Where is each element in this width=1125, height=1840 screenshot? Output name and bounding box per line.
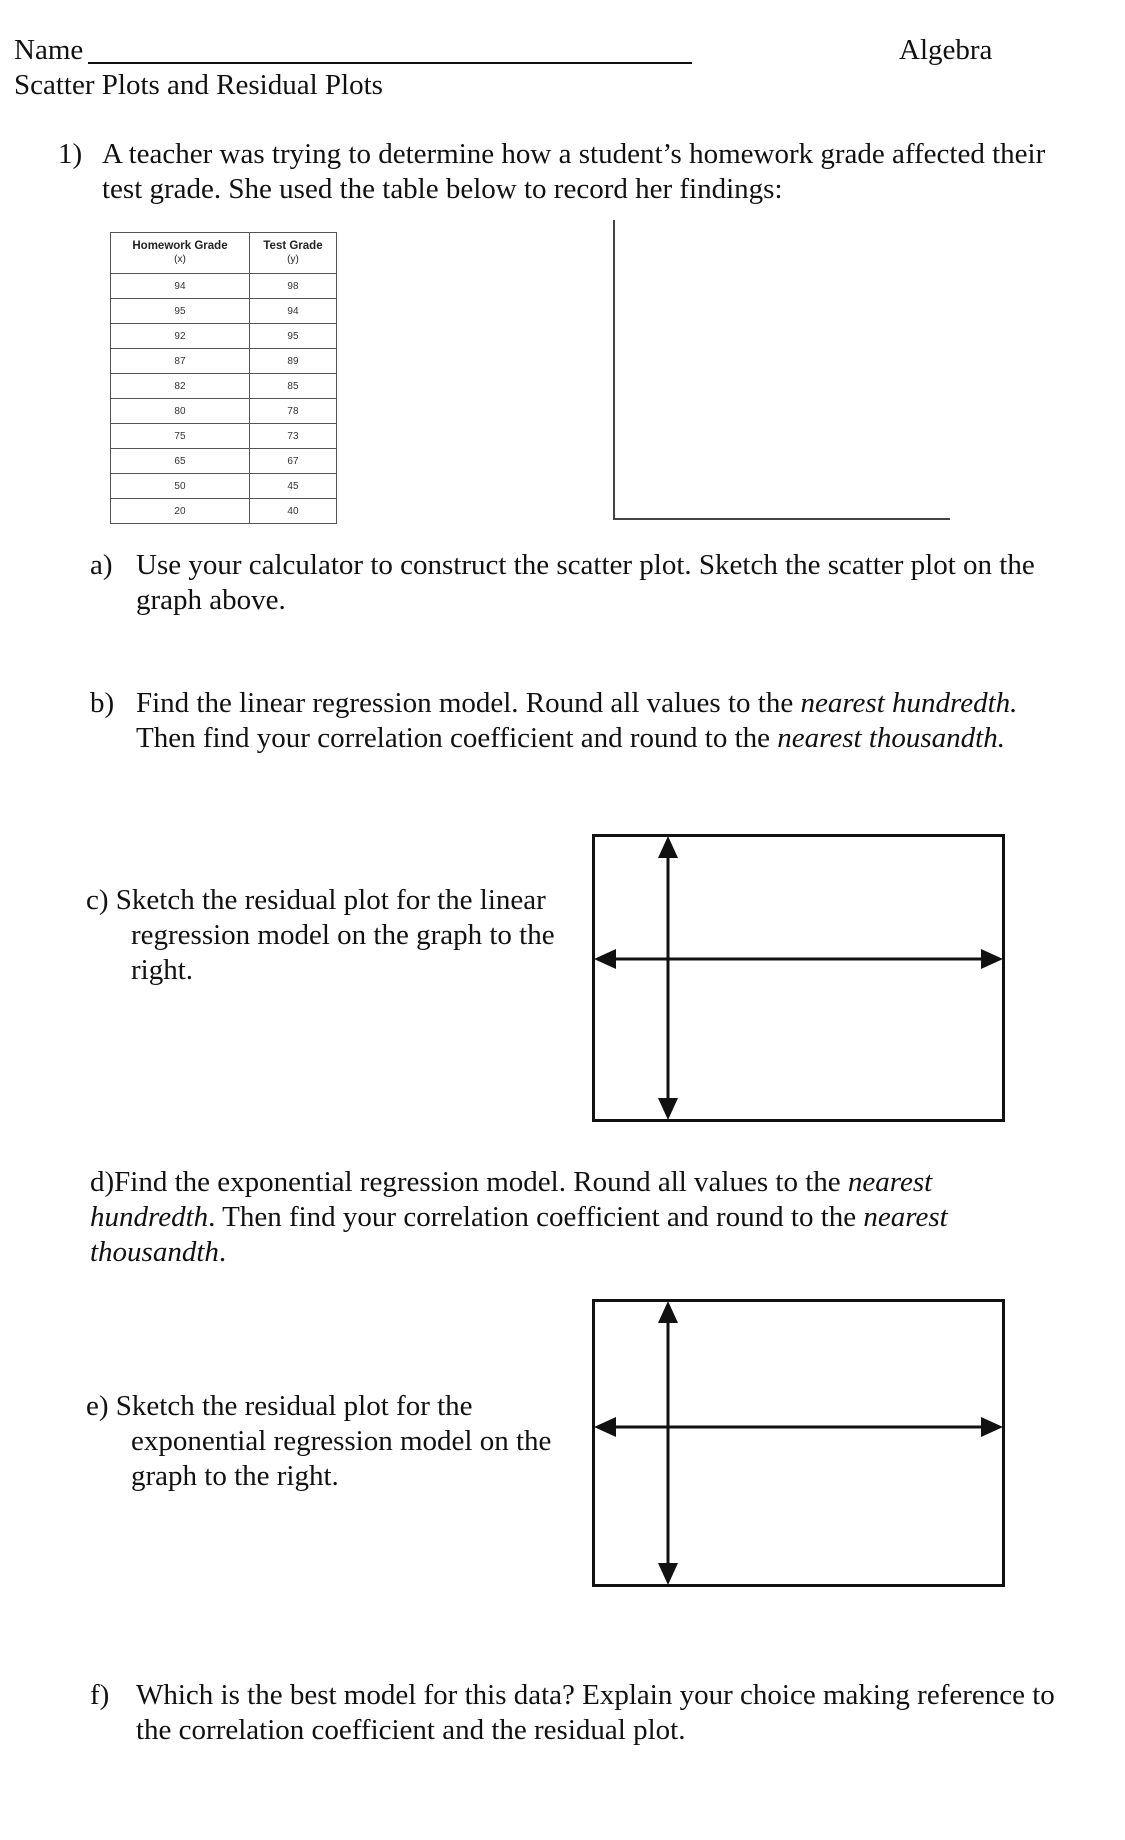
arrow-right-icon bbox=[981, 1417, 1003, 1437]
scatter-plot-axes[interactable] bbox=[600, 220, 960, 530]
table-row bbox=[111, 424, 337, 449]
part-c-line-2: regression model on the graph to the bbox=[131, 919, 555, 951]
part-d-line-3: thousandth. bbox=[90, 1236, 227, 1268]
table-cell: 80 bbox=[111, 399, 250, 424]
table-cell: 85 bbox=[249, 374, 336, 399]
table-cell: 95 bbox=[249, 324, 336, 349]
part-a-line-1: Use your calculator to construct the scatter plot. Sketch the scatter plot on the bbox=[136, 549, 1035, 581]
part-a-letter: a) bbox=[90, 549, 113, 581]
part-e-line-3: graph to the right. bbox=[131, 1460, 339, 1492]
part-f-line-2: the correlation coefficient and the residual plot. bbox=[136, 1714, 686, 1746]
table-cell: 98 bbox=[249, 274, 336, 299]
part-e-line-1: e) Sketch the residual plot for the bbox=[86, 1390, 473, 1422]
part-d-line-1: d)Find the exponential regression model. Round all values to the nearest bbox=[90, 1166, 933, 1198]
table-row bbox=[111, 349, 337, 374]
part-c-line-1: c) Sketch the residual plot for the linear bbox=[86, 884, 546, 916]
question-1-number: 1) bbox=[58, 138, 83, 170]
table-row bbox=[111, 399, 337, 424]
arrow-up-icon bbox=[658, 1301, 678, 1323]
part-e-line-2: exponential regression model on the bbox=[131, 1425, 552, 1457]
table-cell: 87 bbox=[111, 349, 250, 374]
table-cell: 95 bbox=[111, 299, 250, 324]
table-row bbox=[111, 449, 337, 474]
table-cell: 94 bbox=[249, 299, 336, 324]
table-cell: 45 bbox=[249, 474, 336, 499]
table-cell: 78 bbox=[249, 399, 336, 424]
table-cell: 65 bbox=[111, 449, 250, 474]
part-c-line-3: right. bbox=[131, 954, 194, 986]
table-row bbox=[111, 474, 337, 499]
arrow-down-icon bbox=[658, 1563, 678, 1585]
table-cell: 82 bbox=[111, 374, 250, 399]
part-b-line-1: Find the linear regression model. Round all values to the nearest hundredth. bbox=[136, 687, 1018, 719]
table-header-row bbox=[111, 233, 337, 274]
column-header-test: Test Grade (y) bbox=[249, 233, 336, 274]
table-cell: 94 bbox=[111, 274, 250, 299]
table-cell: 40 bbox=[249, 499, 336, 524]
table-cell: 92 bbox=[111, 324, 250, 349]
arrow-down-icon bbox=[658, 1098, 678, 1120]
subject-title: Algebra bbox=[899, 34, 993, 66]
data-table bbox=[110, 232, 337, 524]
arrow-up-icon bbox=[658, 836, 678, 858]
table-cell: 67 bbox=[249, 449, 336, 474]
table-cell: 73 bbox=[249, 424, 336, 449]
linear-residual-axes bbox=[592, 834, 1005, 1122]
arrow-left-icon bbox=[594, 1417, 616, 1437]
table-cell: 20 bbox=[111, 499, 250, 524]
worksheet-subtitle: Scatter Plots and Residual Plots bbox=[14, 69, 383, 101]
part-b-line-2: Then find your correlation coefficient and round to the nearest thousandth. bbox=[136, 722, 1005, 754]
arrow-right-icon bbox=[981, 949, 1003, 969]
exponential-residual-axes bbox=[592, 1299, 1005, 1587]
table-cell: 89 bbox=[249, 349, 336, 374]
part-f-line-1: Which is the best model for this data? Explain your choice making reference to bbox=[136, 1679, 1055, 1711]
name-blank-line[interactable] bbox=[88, 36, 692, 64]
question-1-line-1: A teacher was trying to determine how a student’s homework grade affected their bbox=[102, 138, 1046, 170]
part-f-letter: f) bbox=[90, 1679, 110, 1711]
table-row bbox=[111, 299, 337, 324]
table-row bbox=[111, 324, 337, 349]
part-a-line-2: graph above. bbox=[136, 584, 286, 616]
column-header-homework: Homework Grade (x) bbox=[111, 233, 250, 274]
question-1-line-2: test grade. She used the table below to record her findings: bbox=[102, 173, 783, 205]
name-label: Name bbox=[14, 34, 84, 66]
table-row bbox=[111, 274, 337, 299]
table-row bbox=[111, 374, 337, 399]
arrow-left-icon bbox=[594, 949, 616, 969]
table-cell: 50 bbox=[111, 474, 250, 499]
part-d-line-2: hundredth. Then find your correlation coefficient and round to the nearest bbox=[90, 1201, 948, 1233]
table-cell: 75 bbox=[111, 424, 250, 449]
part-b-letter: b) bbox=[90, 687, 115, 719]
table-row bbox=[111, 499, 337, 524]
